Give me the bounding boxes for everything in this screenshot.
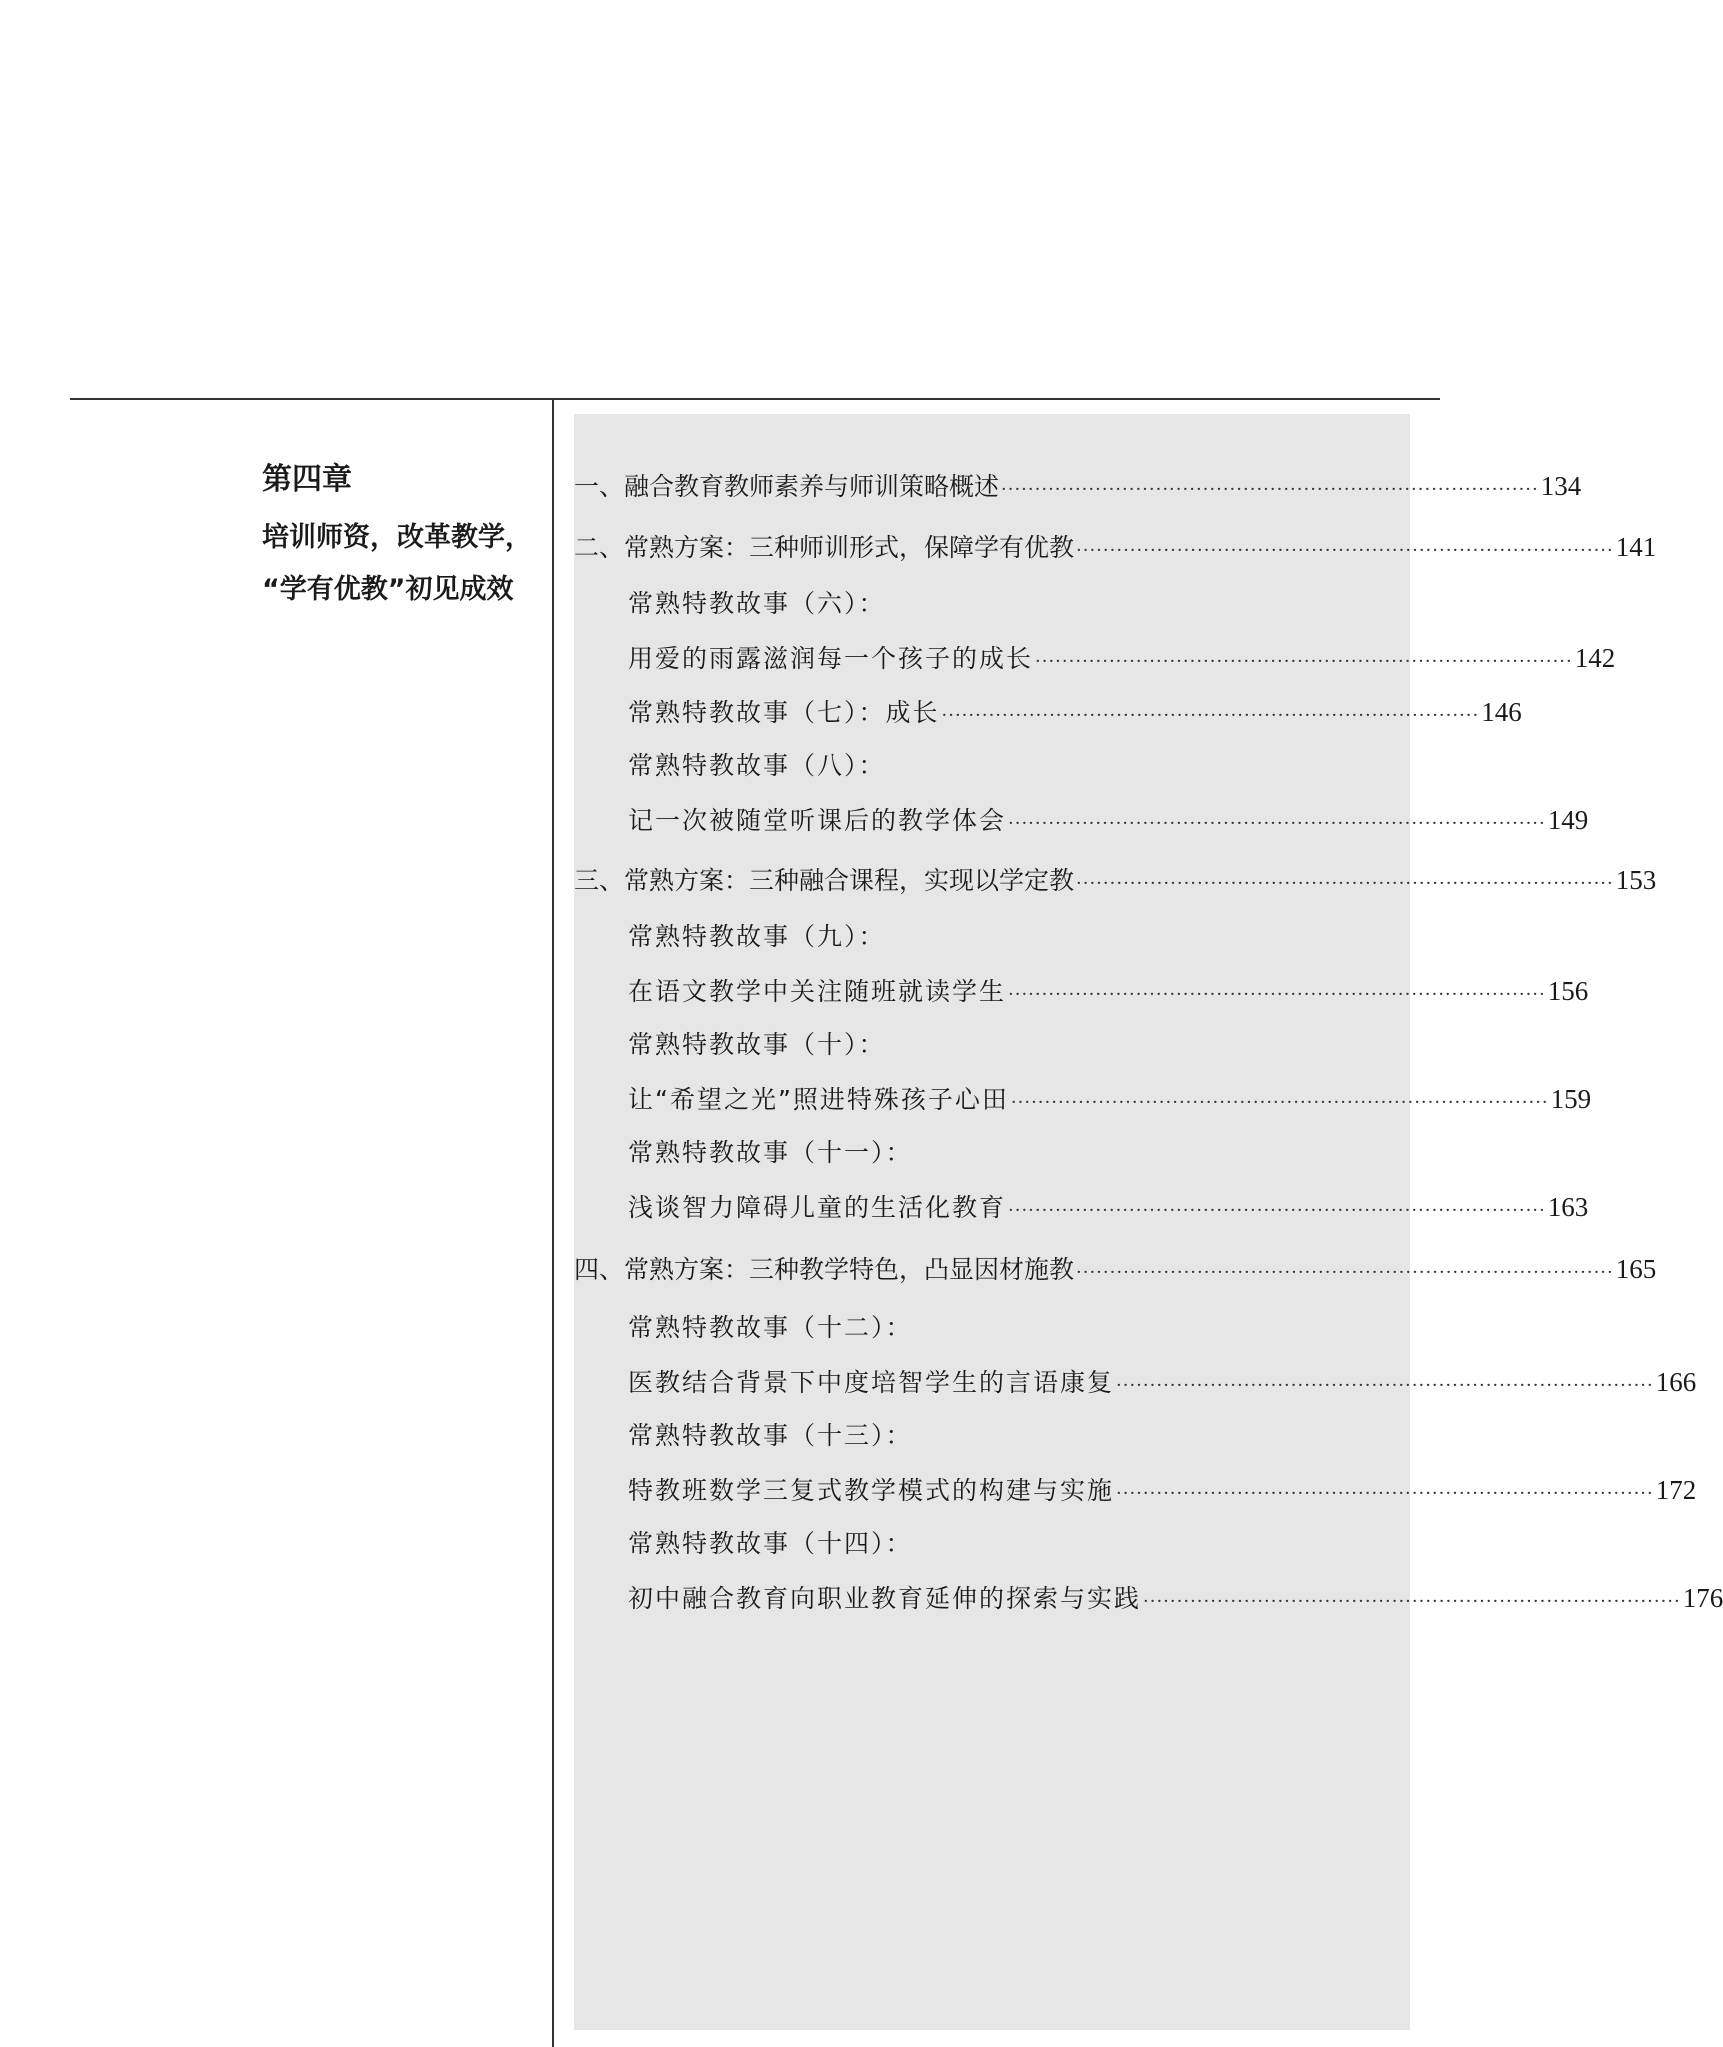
toc-story-entry: [628, 1135, 1214, 1171]
toc-page-number: 176: [1682, 1583, 1723, 1613]
toc-dot-leader: ················································································: [1001, 479, 1539, 500]
toc-dot-leader: ················································································: [1116, 1483, 1654, 1504]
toc-section-entry: [574, 862, 1657, 898]
chapter-number: 第四章: [262, 462, 352, 497]
toc-entry-title: 三、常熟方案：三种融合课程，实现以学定教: [574, 866, 1075, 895]
toc-dot-leader: ················································································: [1008, 1200, 1546, 1221]
column-divider: [552, 398, 554, 2047]
toc-entry-title: 二、常熟方案：三种师训形式，保障学有优教: [574, 533, 1075, 562]
chapter-heading: [262, 460, 552, 616]
toc-story-entry: [628, 802, 1589, 838]
toc-page-number: 149: [1547, 805, 1589, 835]
toc-entry-title: 四、常熟方案：三种教学特色，凸显因材施教: [574, 1255, 1075, 1284]
toc-story-entry: [628, 1081, 1592, 1117]
toc-entry-title: 常熟特教故事（十二）：: [628, 1313, 913, 1342]
toc-page-number: 172: [1655, 1475, 1697, 1505]
chapter-title-line-2: “学有优教”初见成效: [262, 574, 514, 605]
toc-story-entry: [628, 1189, 1589, 1225]
toc-page-number: 159: [1550, 1084, 1592, 1114]
toc-story-entry: [628, 586, 1214, 622]
toc-story-entry: [628, 640, 1616, 676]
toc-entry-title: 常熟特教故事（十三）：: [628, 1421, 913, 1450]
toc-story-entry: [628, 694, 1522, 730]
toc-story-entry: [628, 1027, 1214, 1063]
toc-page-number: 134: [1540, 471, 1582, 501]
toc-page-number: 142: [1574, 643, 1616, 673]
toc-dot-leader: ················································································: [1010, 1092, 1549, 1113]
toc-entry-title: 一、融合教育教师素养与师训策略概述: [574, 472, 1000, 501]
toc-dot-leader: ················································································: [1008, 984, 1546, 1005]
toc-entry-title: 常熟特教故事（七）：成长: [628, 698, 940, 727]
toc-page-number: 165: [1615, 1254, 1657, 1284]
toc-entry-title: 在语文教学中关注随班就读学生: [628, 977, 1007, 1006]
toc-dot-leader: ················································································: [1008, 813, 1546, 834]
toc-dot-leader: ················································································: [1116, 1375, 1654, 1396]
toc-entry-title: 浅谈智力障碍儿童的生活化教育: [628, 1193, 1007, 1222]
toc-page-number: 166: [1655, 1367, 1697, 1397]
chapter-title: [262, 512, 552, 616]
toc-entry-title: 常熟特教故事（六）：: [628, 589, 886, 618]
toc-story-entry: [628, 1472, 1697, 1508]
toc-dot-leader: ················································································: [1076, 873, 1614, 894]
toc-page-number: 163: [1547, 1192, 1589, 1222]
toc-page-number: 153: [1615, 865, 1657, 895]
toc-entry-title: 初中融合教育向职业教育延伸的探索与实践: [628, 1584, 1142, 1613]
toc-entry-title: 常熟特教故事（八）：: [628, 751, 886, 780]
toc-entry-title: 记一次被随堂听课后的教学体会: [628, 806, 1007, 835]
toc-entry-title: 常熟特教故事（十四）：: [628, 1529, 913, 1558]
toc-story-entry: [628, 1526, 1214, 1562]
toc-section-entry: [574, 468, 1582, 504]
toc-entry-title: 用爱的雨露滋润每一个孩子的成长: [628, 644, 1034, 673]
toc-story-entry: [628, 1418, 1214, 1454]
toc-dot-leader: ················································································: [1076, 1262, 1614, 1283]
toc-entry-title: 让“希望之光”照进特殊孩子心田: [628, 1085, 1009, 1114]
toc-entry-title: 特教班数学三复式教学模式的构建与实施: [628, 1476, 1115, 1505]
toc-section-entry: [574, 529, 1657, 565]
toc-story-entry: [628, 973, 1589, 1009]
toc-dot-leader: ················································································: [1035, 651, 1573, 672]
toc-entry-title: 常熟特教故事（十一）：: [628, 1138, 913, 1167]
toc-entry-title: 常熟特教故事（十）：: [628, 1030, 886, 1059]
toc-dot-leader: ················································································: [1143, 1591, 1681, 1612]
toc-page-number: 141: [1615, 532, 1657, 562]
toc-dot-leader: ················································································: [941, 705, 1480, 726]
toc-story-entry: [628, 1580, 1723, 1616]
toc-story-entry: [628, 1364, 1697, 1400]
toc-entry-title: 常熟特教故事（九）：: [628, 922, 886, 951]
chapter-title-line-1: 培训师资，改革教学，: [262, 522, 532, 553]
toc-page-number: 146: [1481, 697, 1522, 727]
toc-entry-title: 医教结合背景下中度培智学生的言语康复: [628, 1368, 1115, 1397]
top-divider: [70, 398, 1440, 400]
toc-story-entry: [628, 1310, 1214, 1346]
toc-dot-leader: ················································································: [1076, 540, 1614, 561]
toc-story-entry: [628, 748, 1214, 784]
toc-story-entry: [628, 919, 1214, 955]
toc-section-entry: [574, 1251, 1657, 1287]
toc-page-number: 156: [1547, 976, 1589, 1006]
